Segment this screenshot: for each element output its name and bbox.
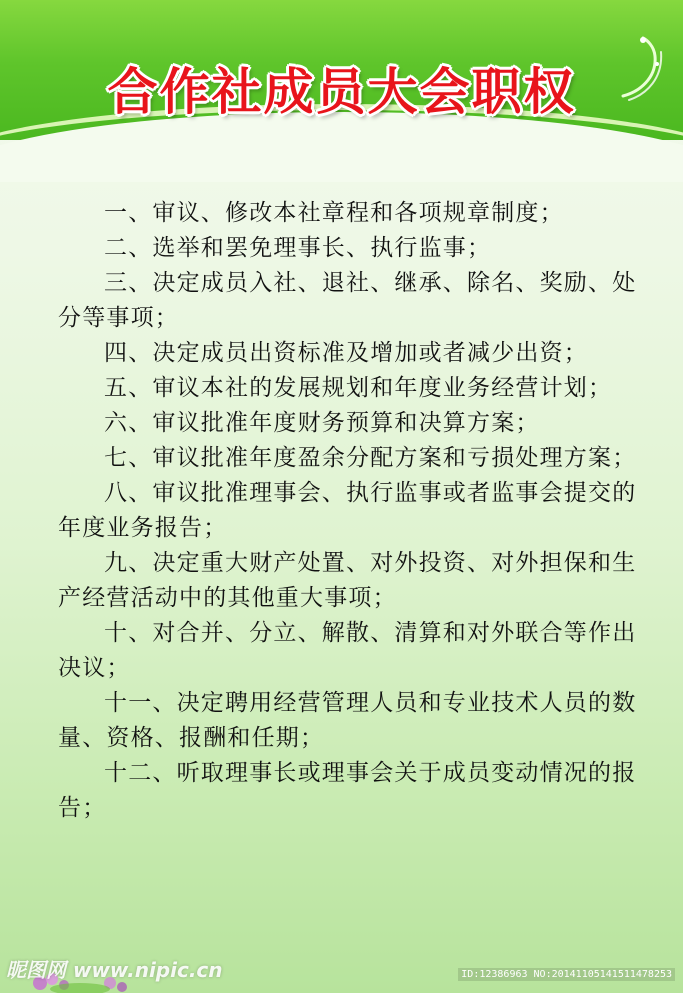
clause-item: 七、审议批准年度盈余分配方案和亏损处理方案；	[104, 445, 637, 471]
clause-item: 三、决定成员入社、退社、继承、除名、奖励、处分等事项；	[58, 270, 637, 331]
clause-item: 八、审议批准理事会、执行监事或者监事会提交的年度业务报告；	[58, 480, 637, 541]
clause-item: 四、决定成员出资标准及增加或者减少出资；	[104, 340, 588, 366]
clause-item: 五、审议本社的发展规划和年度业务经营计划；	[104, 375, 613, 401]
clause-item: 十二、听取理事长或理事会关于成员变动情况的报告；	[58, 760, 637, 821]
clause-item: 六、审议批准年度财务预算和决算方案；	[104, 410, 540, 436]
clause-item: 十一、决定聘用经营管理人员和专业技术人员的数量、资格、报酬和任期；	[58, 690, 637, 751]
clause-list	[58, 196, 638, 826]
clause-item: 一、审议、修改本社章程和各项规章制度；	[104, 200, 564, 226]
clause-item: 九、决定重大财产处置、对外投资、对外担保和生产经营活动中的其他重大事项；	[58, 550, 637, 611]
clause-item: 二、选举和罢免理事长、执行监事；	[104, 235, 492, 261]
clause-item: 十、对合并、分立、解散、清算和对外联合等作出决议；	[58, 620, 637, 681]
watermark: 昵图网 www.nipic.cn	[6, 958, 223, 982]
page-title: 合作社成员大会职权	[107, 63, 576, 121]
image-id-label: ID:12386963 NO:20141105141511478253	[458, 968, 675, 981]
